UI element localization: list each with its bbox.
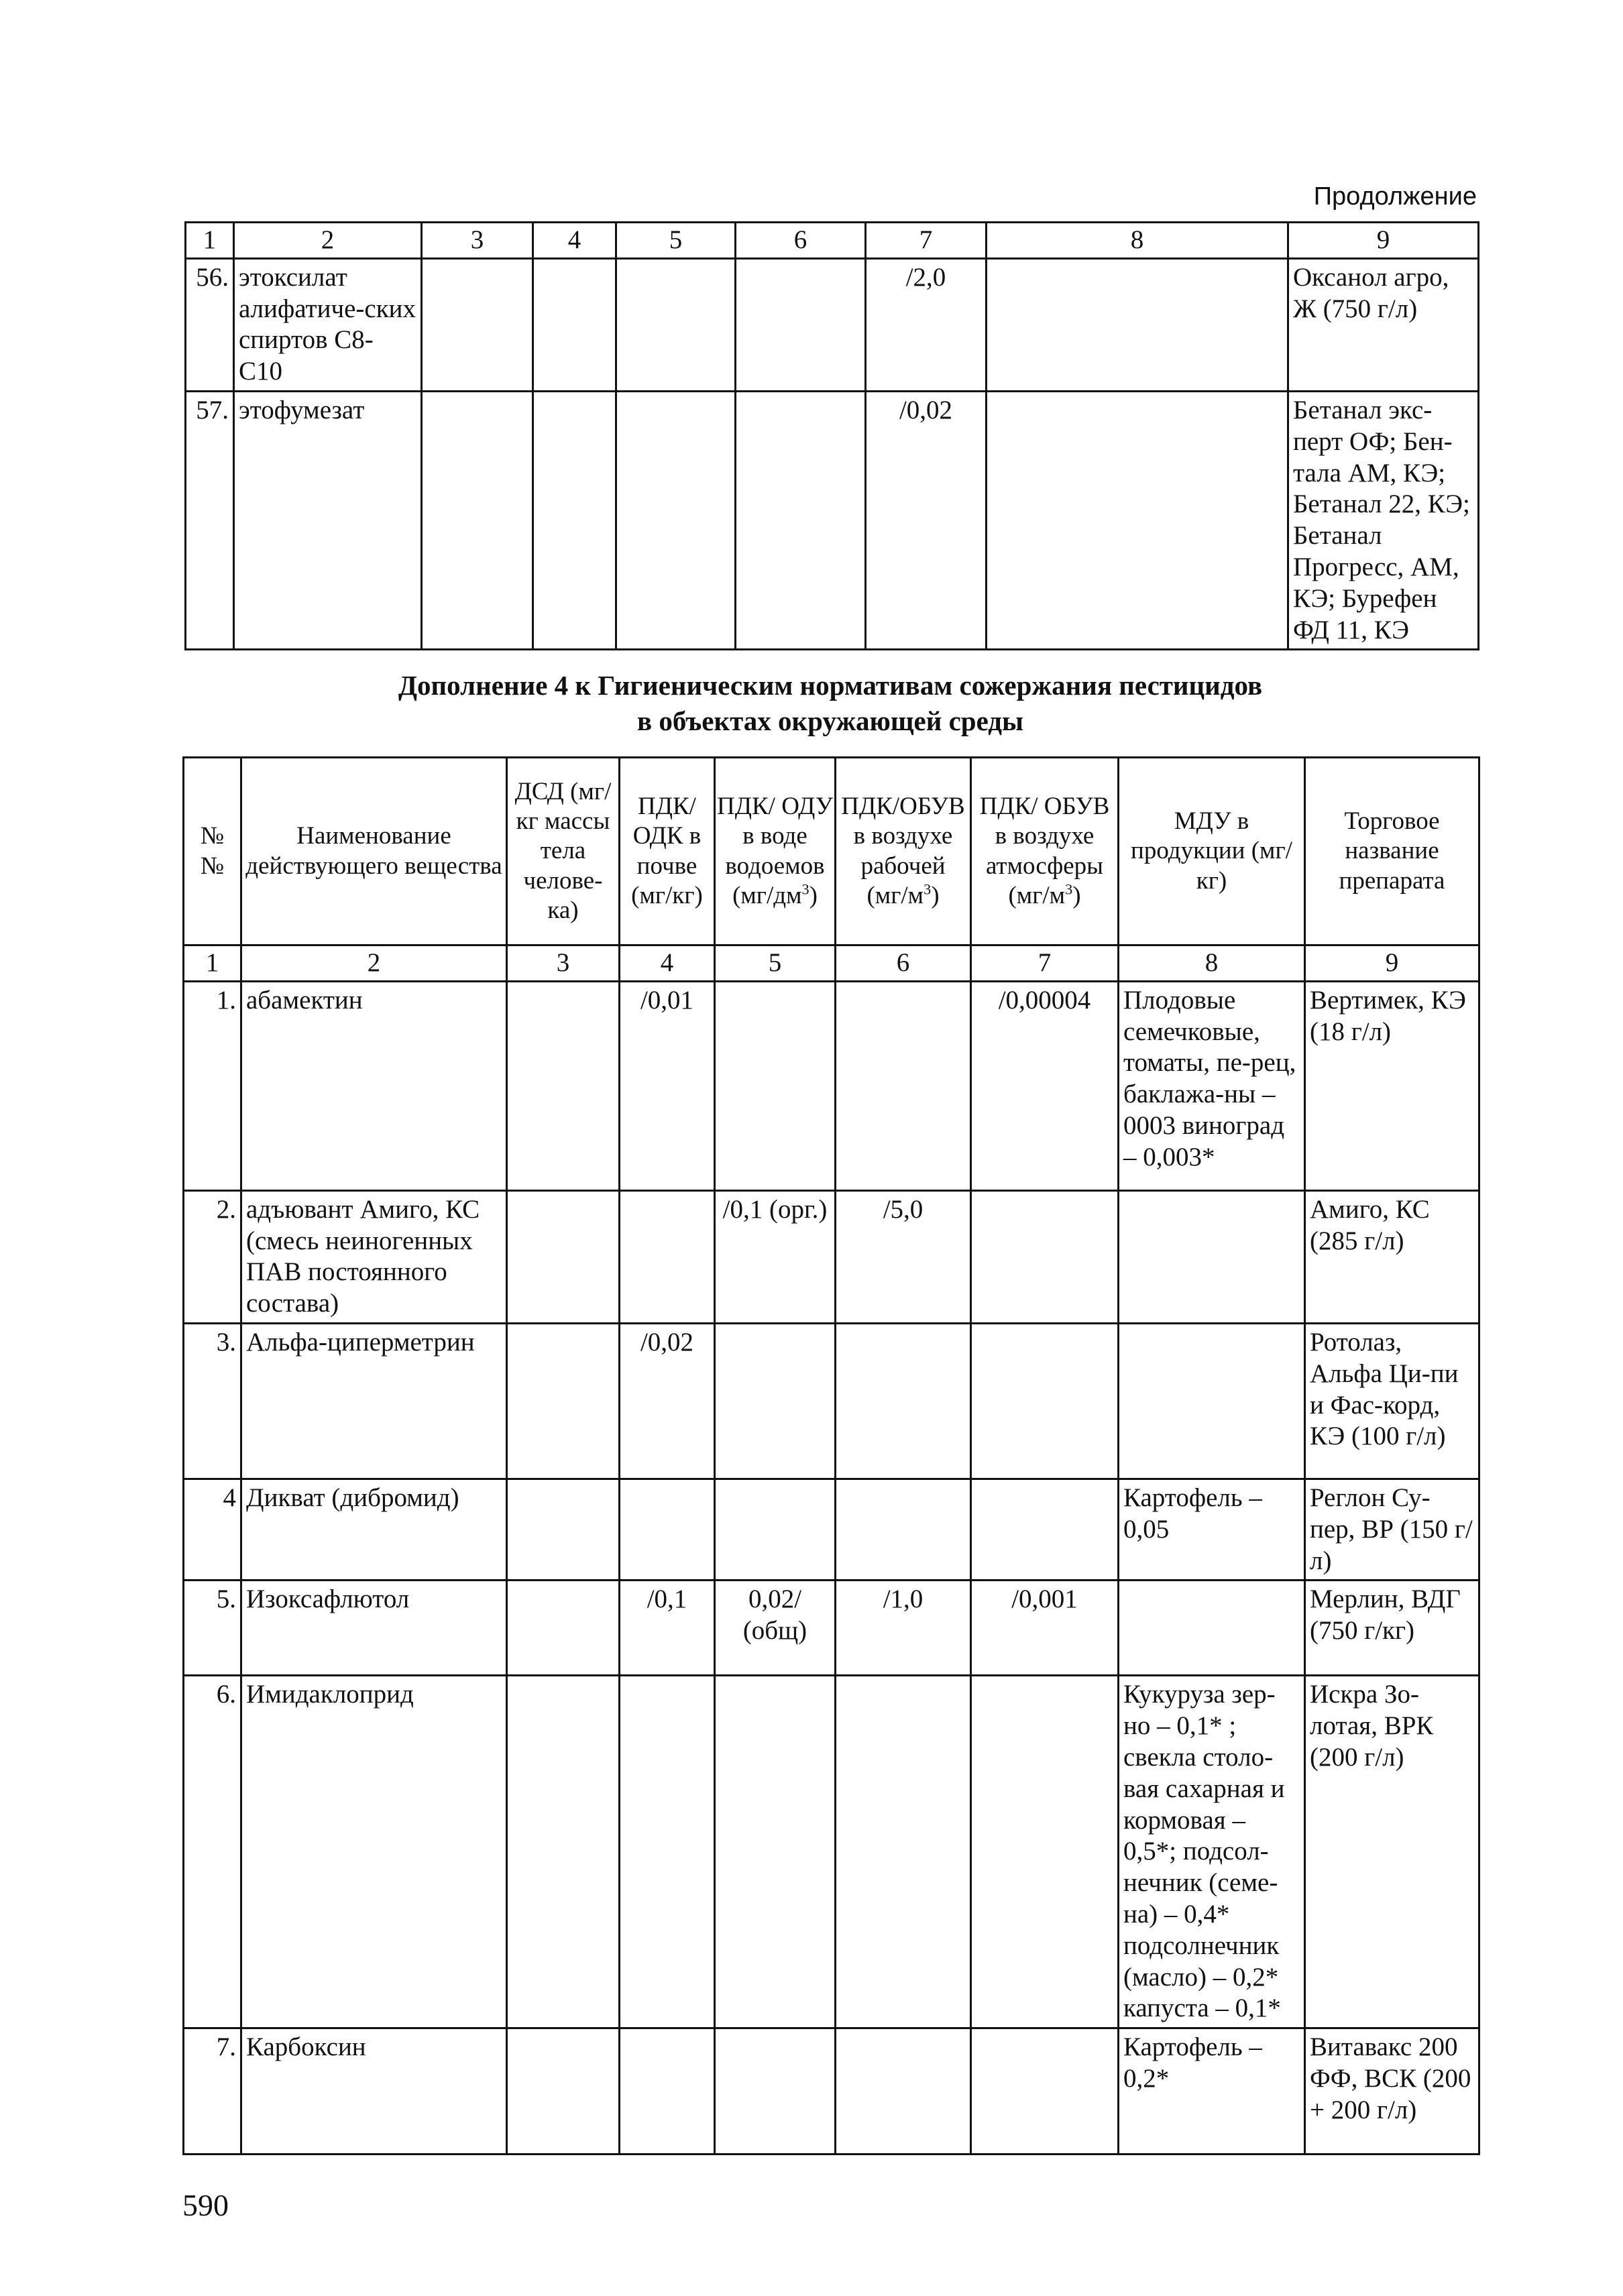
col-number: 6: [736, 223, 866, 259]
cell-soil: /0,02: [620, 1323, 715, 1479]
row-number: 5.: [184, 1581, 241, 1676]
section-title-line: Дополнение 4 к Гигиеническим нормативам сожержания пестицидов: [398, 670, 1263, 701]
cell-atm-air: /0,00004: [971, 981, 1119, 1190]
cell-water: [616, 391, 736, 649]
table-row: [184, 1479, 1479, 1580]
cell-soil: [620, 2028, 715, 2155]
cell-atm-air: [971, 2028, 1119, 2155]
cell-trade-name: Оксанол агро, Ж (750 г/л): [1288, 258, 1479, 391]
cell-dsd: [507, 1190, 620, 1323]
cell-dsd: [507, 2028, 620, 2155]
section-title: [182, 668, 1478, 740]
row-number: 4: [184, 1479, 241, 1580]
cell-work-air: [836, 1676, 971, 2028]
col-number: 7: [866, 223, 987, 259]
row-number: 6.: [184, 1676, 241, 2028]
row-number: 7.: [184, 2028, 241, 2155]
cell-work-air: [736, 391, 866, 649]
cell-soil: [620, 1676, 715, 2028]
cell-mdu: Кукуруза зер-но – 0,1* ; свекла столо-вая сахарная и кормовая – 0,5*; подсол-нечник (семе-на) – 0,4* подсолнечник (масло) – 0,2* капуста – 0,1*: [1119, 1676, 1305, 2028]
substance-name: Изоксафлютол: [241, 1581, 507, 1676]
table-row: [184, 1190, 1479, 1323]
supplement-table: [182, 756, 1480, 2155]
col-number: 7: [971, 945, 1119, 982]
cell-mdu: [1119, 1581, 1305, 1676]
cell-atm-air: [971, 1676, 1119, 2028]
col-number: 4: [620, 945, 715, 982]
col-number: 1: [186, 223, 234, 259]
cell-work-air: [836, 2028, 971, 2155]
col-number: 5: [715, 945, 836, 982]
substance-name: Карбоксин: [241, 2028, 507, 2155]
col-number: 3: [507, 945, 620, 982]
cell-water: [715, 981, 836, 1190]
col-number: 1: [184, 945, 241, 982]
row-number: 56.: [186, 258, 234, 391]
row-number: 3.: [184, 1323, 241, 1479]
table-row: [184, 2028, 1479, 2155]
header-number: № №: [184, 758, 241, 945]
cell-soil: /0,01: [620, 981, 715, 1190]
cell-dsd: [507, 1676, 620, 2028]
cell-soil: [620, 1190, 715, 1323]
cell-soil: /0,1: [620, 1581, 715, 1676]
cell-work-air: [836, 981, 971, 1190]
row-number: 2.: [184, 1190, 241, 1323]
cell-mdu: [1119, 1190, 1305, 1323]
header-work-air: ПДК/ОБУВ в воздухе рабочей $(мг/м^3)$: [836, 758, 971, 945]
col-number: 2: [234, 223, 422, 259]
substance-name: Альфа-циперметрин: [241, 1323, 507, 1479]
col-number: 8: [1119, 945, 1305, 982]
cell-soil: [620, 1479, 715, 1580]
cell-water: /0,1 (орг.): [715, 1190, 836, 1323]
cell-dsd: [507, 1479, 620, 1580]
continuation-label: Продолжение: [1313, 182, 1477, 211]
cell-dsd: [422, 391, 533, 649]
substance-name: Имидаклоприд: [241, 1676, 507, 2028]
continuation-table: [184, 221, 1479, 650]
table-row: [184, 981, 1479, 1190]
header-dsd: ДСД (мг/кг массы тела челове-ка): [507, 758, 620, 945]
cell-mdu: Картофель – 0,05: [1119, 1479, 1305, 1580]
cell-water: [715, 1323, 836, 1479]
header-row: [184, 758, 1479, 945]
cell-work-air: [836, 1479, 971, 1580]
cell-atm-air: /0,001: [971, 1581, 1119, 1676]
cell-trade-name: Амиго, КС (285 г/л): [1305, 1190, 1479, 1323]
cell-trade-name: Бетанал экс-перт ОФ; Бен-тала АМ, КЭ; Бетанал 22, КЭ; Бетанал Прогресс, АМ, КЭ; Бурефен ФД 11, КЭ: [1288, 391, 1479, 649]
cell-trade-name: Мерлин, ВДГ (750 г/кг): [1305, 1581, 1479, 1676]
column-number-row: [186, 223, 1479, 259]
col-number: 4: [533, 223, 616, 259]
substance-name: этофумезат: [234, 391, 422, 649]
section-title-line: в объектах окружающей среды: [637, 705, 1023, 737]
cell-work-air: [736, 258, 866, 391]
cell-water: [616, 258, 736, 391]
col-number: 5: [616, 223, 736, 259]
cell-work-air: /5,0: [836, 1190, 971, 1323]
row-number: 1.: [184, 981, 241, 1190]
header-water: ПДК/ ОДУ в воде водоемов $(мг/дм^3)$: [715, 758, 836, 945]
table-row: [186, 391, 1479, 649]
cell-trade-name: Вертимек, КЭ (18 г/л): [1305, 981, 1479, 1190]
cell-trade-name: Реглон Су-пер, ВР (150 г/л): [1305, 1479, 1479, 1580]
substance-name: адъювант Амиго, КС (смесь неиногенных ПАВ постоянного состава): [241, 1190, 507, 1323]
cell-atm-air: /0,02: [866, 391, 987, 649]
table-row: [184, 1323, 1479, 1479]
substance-name: абамектин: [241, 981, 507, 1190]
cell-atm-air: [971, 1190, 1119, 1323]
col-number: 9: [1305, 945, 1479, 982]
col-number: 9: [1288, 223, 1479, 259]
cell-dsd: [507, 1581, 620, 1676]
cell-atm-air: [971, 1323, 1119, 1479]
page-number: 590: [182, 2188, 229, 2222]
cell-dsd: [422, 258, 533, 391]
col-number: 6: [836, 945, 971, 982]
cell-mdu: [1119, 1323, 1305, 1479]
cell-trade-name: Ротолаз, Альфа Ци-пи и Фас-корд, КЭ (100 г/л): [1305, 1323, 1479, 1479]
table-row: [186, 258, 1479, 391]
cell-trade-name: Витавакс 200 ФФ, ВСК (200 + 200 г/л): [1305, 2028, 1479, 2155]
cell-dsd: [507, 981, 620, 1190]
cell-atm-air: [971, 1479, 1119, 1580]
cell-atm-air: /2,0: [866, 258, 987, 391]
header-atm-air: ПДК/ ОБУВ в воздухе атмосферы $(мг/м^3)$: [971, 758, 1119, 945]
cell-trade-name: Искра Зо-лотая, ВРК (200 г/л): [1305, 1676, 1479, 2028]
header-substance: Наименование действующего вещества: [241, 758, 507, 945]
column-number-row: [184, 945, 1479, 982]
cell-soil: [533, 258, 616, 391]
header-soil: ПДК/ ОДК в почве (мг/кг): [620, 758, 715, 945]
cell-work-air: [836, 1323, 971, 1479]
substance-name: этоксилат алифатиче-ских спиртов С8-С10: [234, 258, 422, 391]
cell-water: 0,02/ (общ): [715, 1581, 836, 1676]
cell-work-air: /1,0: [836, 1581, 971, 1676]
table-row: [184, 1581, 1479, 1676]
cell-mdu: Плодовые семечковые, томаты, пе-рец, баклажа-ны – 0003 виноград – 0,003*: [1119, 981, 1305, 1190]
col-number: 3: [422, 223, 533, 259]
header-trade-name: Торговое название препарата: [1305, 758, 1479, 945]
cell-water: [715, 2028, 836, 2155]
cell-water: [715, 1676, 836, 2028]
row-number: 57.: [186, 391, 234, 649]
cell-dsd: [507, 1323, 620, 1479]
table-row: [184, 1676, 1479, 2028]
cell-mdu: Картофель – 0,2*: [1119, 2028, 1305, 2155]
substance-name: Дикват (дибромид): [241, 1479, 507, 1580]
cell-water: [715, 1479, 836, 1580]
col-number: 8: [987, 223, 1288, 259]
col-number: 2: [241, 945, 507, 982]
header-mdu: МДУ в продукции (мг/кг): [1119, 758, 1305, 945]
cell-mdu: [987, 258, 1288, 391]
cell-soil: [533, 391, 616, 649]
cell-mdu: [987, 391, 1288, 649]
